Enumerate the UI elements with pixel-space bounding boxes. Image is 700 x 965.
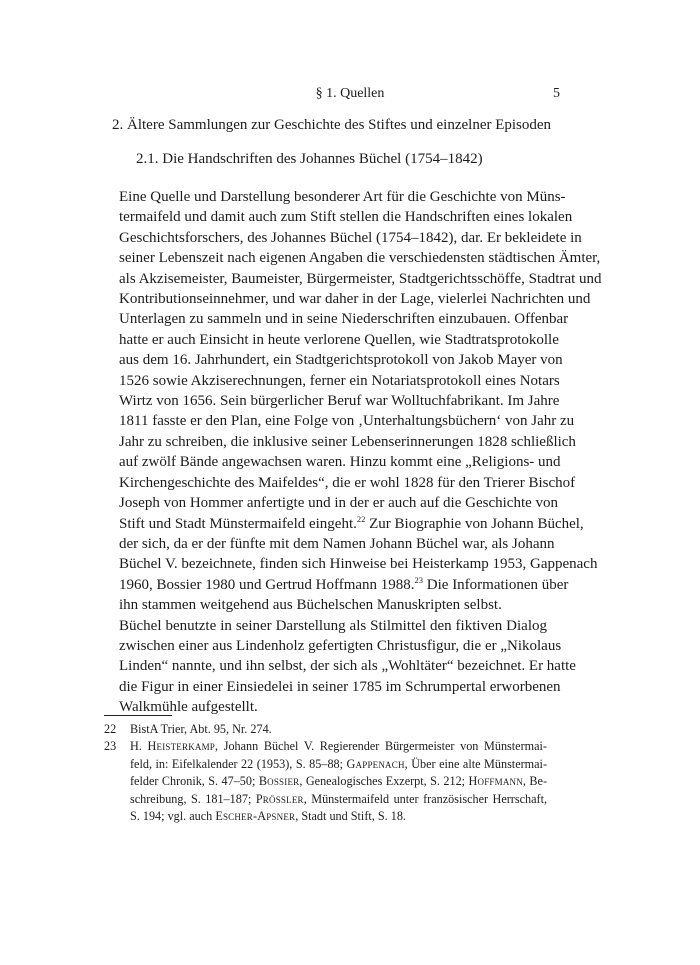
footnote-ref-23[interactable]: 23 xyxy=(414,574,424,585)
footnote-separator xyxy=(104,715,172,716)
text-fragment: , Be- xyxy=(522,774,547,789)
text-line: die Figur in einer Einsiedelei in seiner 1785 im Schrumpertal erworbenen xyxy=(119,678,561,695)
footnote-line xyxy=(130,738,547,755)
text-fragment: , Johann Büchel V. Regierender Bürgermeister von Münstermai- xyxy=(215,739,547,754)
text-line: Wirtz von 1656. Sein bürgerlicher Beruf war Wolltuchfabrikant. Im Jahre xyxy=(119,393,560,410)
text-line: als Akzisemeister, Baumeister, Bürgermeister, Stadtgerichtsschöffe, Stadtrat und xyxy=(119,270,602,287)
footnote-22 xyxy=(104,721,547,738)
text-line: hatte er auch Einsicht in heute verlorene Quellen, wie Stadtratsprotokolle xyxy=(119,331,559,348)
text-line: Büchel benutzte in seiner Darstellung als Stilmittel den fiktiven Dialog xyxy=(119,617,547,634)
author-name: Hoffmann xyxy=(468,774,523,789)
footnote-ref-22[interactable]: 22 xyxy=(356,513,366,524)
text-line: ihn stammen weitgehend aus Büchelschen Manuskripten selbst. xyxy=(119,597,502,614)
paragraph-2 xyxy=(104,616,576,718)
text-fragment: S. 194; vgl. auch xyxy=(130,809,216,824)
author-name: Prössler xyxy=(255,791,304,806)
text-line: Linden“ nannte, und ihn selbst, der sich als „Wohltäter“ bezeichnet. Er hatte xyxy=(119,658,576,675)
text-line: Walkmühle aufgestellt. xyxy=(119,699,258,716)
author-name: Gappenach xyxy=(346,756,405,771)
text-line xyxy=(104,574,569,595)
footnote-line xyxy=(130,791,547,808)
text-fragment: feld, in: Eifelkalender 22 (1953), S. 85–88; xyxy=(130,756,347,771)
body-text xyxy=(104,187,602,718)
footnote-number: 22 xyxy=(104,722,117,736)
text-line xyxy=(104,513,584,534)
subsection-heading: 2.1. Die Handschriften des Johannes Büchel (1754–1842) xyxy=(136,151,483,167)
footnote-line xyxy=(130,773,547,790)
text-line: Kontributionseinnehmer, und war daher in der Lage, vielerlei Nachrichten und xyxy=(119,291,591,308)
text-fragment: , Stadt und Stift, S. 18. xyxy=(295,809,406,824)
page-number: 5 xyxy=(553,86,560,101)
running-title: § 1. Quellen xyxy=(315,86,385,101)
text-line: 1526 sowie Akziserechnungen, ferner ein Notariatsprotokoll eines Notars xyxy=(119,372,560,389)
text-fragment: H. xyxy=(130,739,148,754)
text-fragment: felder Chronik, S. 47–50; xyxy=(130,774,259,789)
text-line: Eine Quelle und Darstellung besonderer Art für die Geschichte von Müns- xyxy=(119,189,566,205)
text-line: Joseph von Hommer anfertigte und in der er auch auf die Geschichte von xyxy=(119,495,559,512)
section-heading: 2. Ältere Sammlungen zur Geschichte des Stiftes und einzelner Episoden xyxy=(112,117,552,133)
text-line: zwischen einer aus Lindenholz gefertigten Christusfigur, die er „Nikolaus xyxy=(119,637,562,654)
text-line: der sich, da er der fünfte mit dem Namen Johann Büchel war, als Johann xyxy=(119,535,555,552)
footnote-text: BistA Trier, Abt. 95, Nr. 274. xyxy=(130,722,272,736)
footnote-text xyxy=(130,738,547,825)
footnote-23 xyxy=(104,738,547,825)
text-line: Büchel V. bezeichnete, finden sich Hinweise bei Heisterkamp 1953, Gappenach xyxy=(119,556,598,573)
text-fragment: , Genealogisches Exzerpt, S. 212; xyxy=(299,774,469,789)
footnote-number: 23 xyxy=(104,739,117,754)
text-line: Geschichtsforschers, des Johannes Büchel (1754–1842), dar. Er bekleidete in xyxy=(119,229,582,246)
text-line: aus dem 16. Jahrhundert, ein Stadtgerichtsprotokoll von Jakob Mayer von xyxy=(119,352,563,369)
author-name: Bossier xyxy=(258,774,300,789)
text-line: termaifeld und damit auch zum Stift stellen die Handschriften eines lokalen xyxy=(119,209,573,226)
text-line: Unterlagen zu sammeln und in seine Niederschriften einzubauen. Offenbar xyxy=(119,311,569,328)
footnotes xyxy=(104,721,547,825)
text-fragment: schreibung, S. 181–187; xyxy=(130,791,256,806)
footnote-line xyxy=(130,808,547,825)
text-line: Jahr zu schreiben, die inklusive seiner Lebenserinnerungen 1828 schließlich xyxy=(119,433,576,450)
text-fragment: Die Informationen über xyxy=(423,576,569,593)
text-fragment: Stift und Stadt Münstermaifeld eingeht. xyxy=(119,515,357,532)
text-line: auf zwölf Bände angewachsen waren. Hinzu kommt eine „Religions- und xyxy=(119,454,561,471)
running-header xyxy=(0,86,700,106)
text-fragment: , Münstermaifeld unter französischer Herrschaft, xyxy=(303,791,548,806)
text-fragment: , Über eine alte Münstermai- xyxy=(404,756,548,771)
text-line: 1811 fasste er den Plan, eine Folge von ‚Unterhaltungsbüchern‘ von Jahr zu xyxy=(119,413,575,430)
paragraph-1 xyxy=(104,187,602,616)
text-line: Kirchengeschichte des Maifeldes“, die er wohl 1828 für den Trierer Bischof xyxy=(119,474,576,491)
author-name: Escher-Apsner xyxy=(215,809,296,824)
text-fragment: Zur Biographie von Johann Büchel, xyxy=(365,515,584,532)
footnote-line xyxy=(130,756,547,773)
author-name: Heisterkamp xyxy=(147,739,216,754)
text-line: seiner Lebenszeit nach eigenen Angaben die verschiedensten städtischen Ämter, xyxy=(119,250,601,267)
text-fragment: 1960, Bossier 1980 und Gertrud Hoffmann 1988. xyxy=(119,576,415,593)
